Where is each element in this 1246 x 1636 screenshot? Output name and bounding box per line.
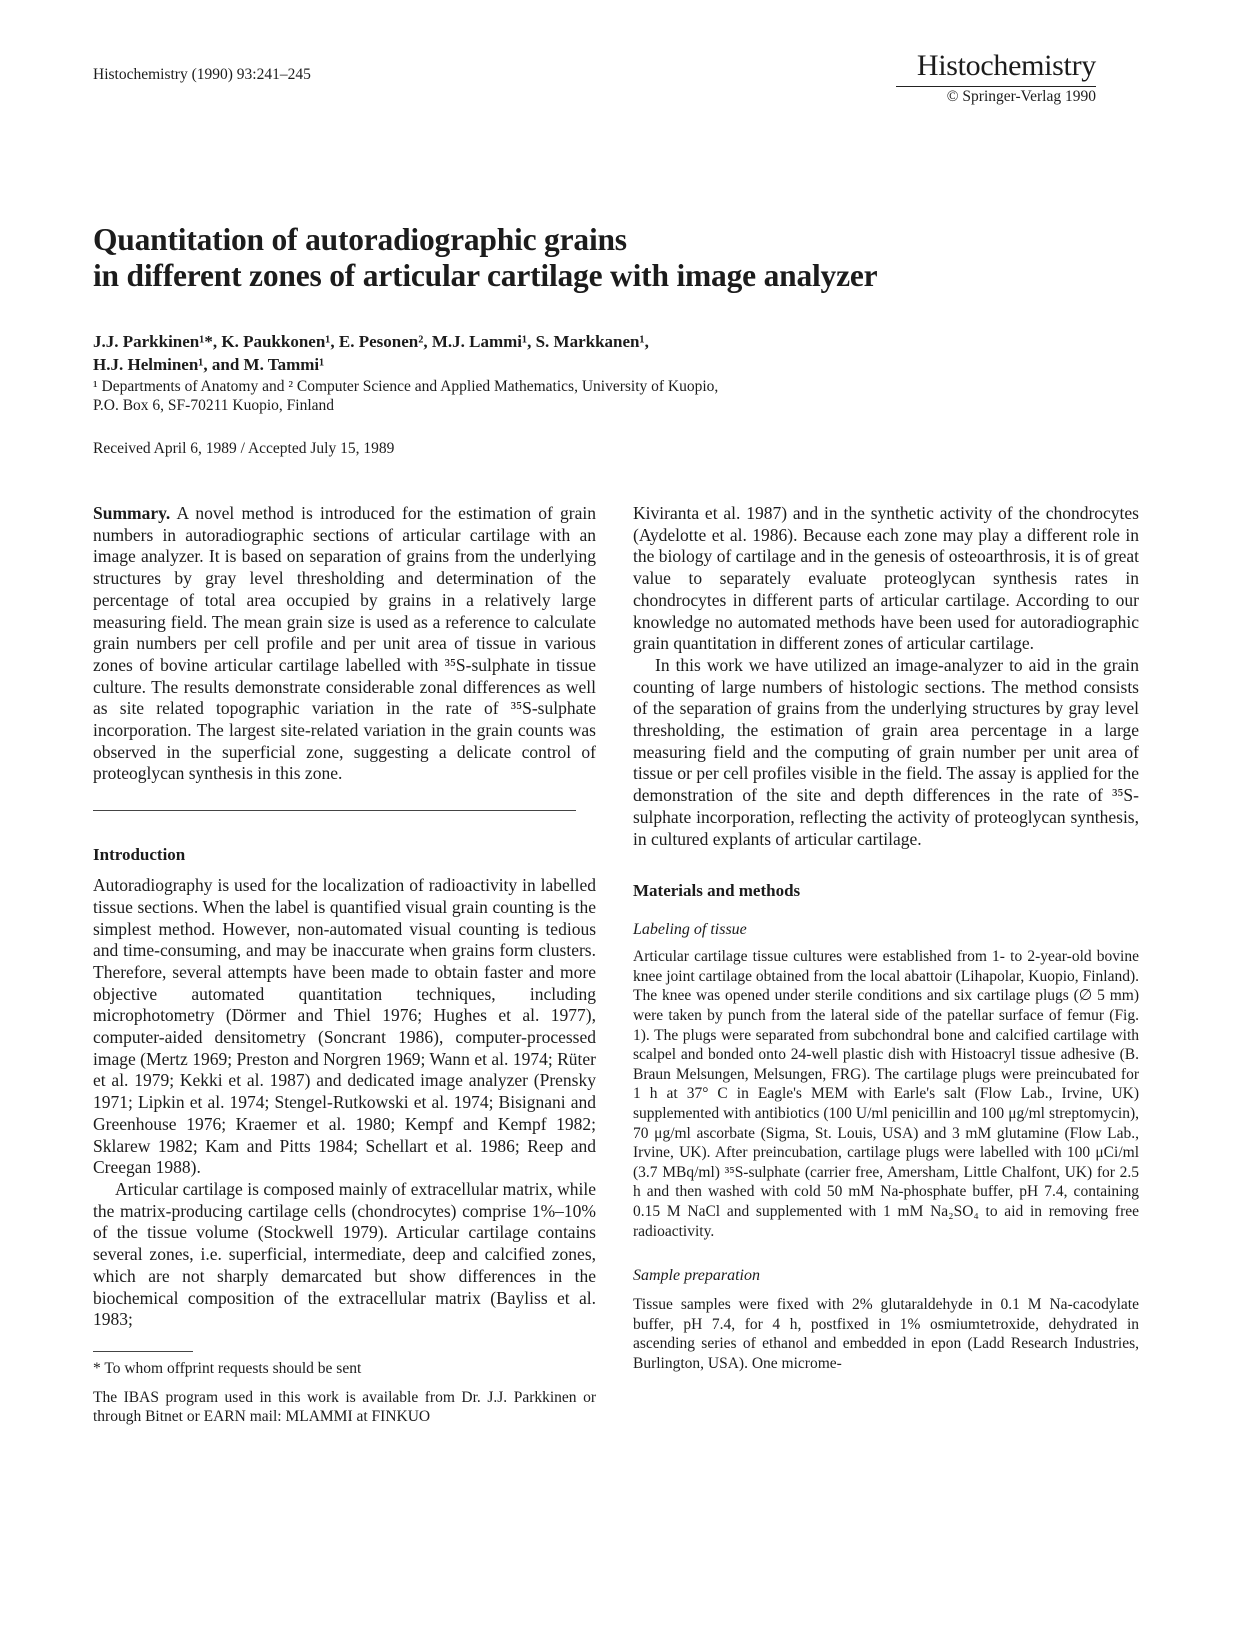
intro-paragraph-2: Articular cartilage is composed mainly of extracellular matrix, while the matrix-producing cartilage cells (chondrocytes) comprise 1%–10% of the tissue volume (Stockwell 1979). Articular cartilage contains several zones, i.e. superficial, intermediate, deep and calcified zones, which are not sharply demarcated but show differences in the biochemical composition of the extracellular matrix (Bayliss et al. 1983;: [93, 1178, 596, 1330]
received-dates: Received April 6, 1989 / Accepted July 15, 1989: [93, 440, 395, 457]
footnote-correspondence: * To whom offprint requests should be sent: [93, 1359, 362, 1377]
author-list: [93, 330, 993, 376]
labeling-paragraph: Articular cartilage tissue cultures were established from 1- to 2-year-old bovine knee joint cartilage obtained from the local abattoir (Lihapolar, Kuopio, Finland). The knee was opened under sterile conditions and six cartilage plugs (∅ 5 mm) were taken by punch from the lateral side of the patellar surface of femur (Fig. 1). The plugs were separated from subchondral bone and calcified cartilage with scalpel and bonded onto 24-well plastic dish with Histoacryl tissue adhesive (B. Braun Melsungen, Melsungen, FRG). The cartilage plugs were preincubated for 1 h at 37° C in Eagle's MEM with Earle's salt (Flow Lab., Irvine, UK) supplemented with antibiotics (100 U/ml penicillin and 100 μg/ml streptomycin), 70 μg/ml ascorbate (Sigma, St. Louis, USA) and 3 mM glutamine (Flow Lab., Irvine, UK). After preincubation, cartilage plugs were labelled with 100 μCi/ml (3.7 MBq/ml) ³⁵S-sulphate (carrier free, Amersham, Little Chalfont, UK) for 2.5 h and then washed with cold 50 mM Na-phosphate buffer, pH 7.4, containing 0.15 M NaCl and supplemented with 1 mM Na₂SO₄ to aid in removing free radioactivity.: [633, 948, 1139, 1240]
intro-paragraph-2-continued: Kiviranta et al. 1987) and in the synthetic activity of the chondrocytes (Aydelotte et al. 1986). Because each zone may play a different role in the biology of cartilage and in the genesis of osteoarthrosis, it is of great value to separately evaluate proteoglycan synthesis rates in chondrocytes in different parts of articular cartilage. According to our knowledge no automated methods have been used for autoradiographic grain quantitation in different zones of articular cartilage.: [633, 503, 1139, 654]
affiliation-line-2: P.O. Box 6, SF-70211 Kuopio, Finland: [93, 397, 334, 414]
summary-text: A novel method is introduced for the estimation of grain numbers in autoradiographic sections of articular cartilage with an image analyzer. It is based on separation of grains from the underlying structures by gray level thresholding and determination of the percentage of total area occupied by grains in a relatively large measuring field. The mean grain size is used as a reference to calculate grain numbers per cell profile and per unit area of tissue in various zones of bovine articular cartilage labelled with ³⁵S-sulphate in tissue culture. The results demonstrate considerable zonal differences as well as site related topographic variation in the rate of ³⁵S-sulphate incorporation. The largest site-related variation in the grain counts was observed in the superficial zone, suggesting a delicate control of proteoglycan synthesis in this zone.: [93, 503, 596, 784]
sample-preparation-paragraph: Tissue samples were fixed with 2% glutaraldehyde in 0.1 M Na-cacodylate buffer, pH 7.4, for 4 h, postfixed in 1% osmiumtetroxide, dehydrated in ascending series of ethanol and embedded in epon (Ladd Research Industries, Burlington, USA). One microme-: [633, 1296, 1139, 1372]
affiliation-line-1: ¹ Departments of Anatomy and ² Computer Science and Applied Mathematics, University of Kuopio,: [93, 378, 719, 395]
footnote-program: The IBAS program used in this work is available from Dr. J.J. Parkkinen or through Bitnet or EARN mail: MLAMMI at FINKUO: [93, 1388, 596, 1426]
section-divider: [93, 810, 576, 811]
paper-title: [93, 222, 1153, 294]
journal-reference: Histochemistry (1990) 93:241–245: [93, 66, 311, 83]
subheading-labeling: Labeling of tissue: [633, 921, 747, 939]
summary-label: Summary.: [93, 503, 171, 523]
title-line-1: Quantitation of autoradiographic grains: [93, 222, 627, 257]
footnote-rule: [93, 1351, 193, 1352]
introduction-heading: Introduction: [93, 845, 186, 865]
summary-paragraph: [93, 503, 596, 785]
right-column: [633, 503, 1139, 1374]
intro-paragraph-1: Autoradiography is used for the localization of radioactivity in labelled tissue sections. When the label is quantified visual grain counting is the simplest method. However, non-automated visual counting is tedious and time-consuming, and may be inaccurate when grains form clusters. Therefore, several attempts have been made to obtain faster and more objective automated quantitation techniques, including microphotometry (Dörmer and Thiel 1976; Hughes et al. 1977), computer-aided densitometry (Soncrant 1986), computer-processed image (Mertz 1969; Preston and Norgren 1969; Wann et al. 1974; Rüter et al. 1979; Kekki et al. 1987) and dedicated image analyzer (Prensky 1971; Lipkin et al. 1974; Stengel-Rutkowski et al. 1974; Bisignani and Greenhouse 1976; Kraemer et al. 1980; Kempf and Kempf 1982; Sklarew 1982; Kam and Pitts 1984; Schellart et al. 1986; Reep and Creegan 1988).: [93, 875, 596, 1178]
left-column: [93, 503, 596, 1427]
author-line-2: H.J. Helminen¹, and M. Tammi¹: [93, 355, 325, 374]
journal-masthead: [896, 50, 1096, 107]
affiliation: [93, 377, 993, 415]
methods-heading: Materials and methods: [633, 881, 801, 901]
intro-paragraph-3: In this work we have utilized an image-analyzer to aid in the grain counting of large numbers of histologic sections. The method consists of the separation of grains from the underlying structures by gray level thresholding, the estimation of grain area percentage in a large measuring field and the computing of grain number per unit area of tissue or per cell profiles visible in the field. The assay is applied for the demonstration of the site and depth differences in the rate of ³⁵S-sulphate incorporation, reflecting the activity of proteoglycan synthesis, in cultured explants of articular cartilage.: [633, 654, 1139, 849]
author-line-1: J.J. Parkkinen¹*, K. Paukkonen¹, E. Pesonen², M.J. Lammi¹, S. Markkanen¹,: [93, 332, 649, 351]
title-line-2: in different zones of articular cartilage with image analyzer: [93, 258, 878, 293]
journal-name: Histochemistry: [916, 49, 1096, 82]
publisher-copyright: © Springer-Verlag 1990: [946, 88, 1096, 105]
subheading-sample-preparation: Sample preparation: [633, 1267, 760, 1285]
